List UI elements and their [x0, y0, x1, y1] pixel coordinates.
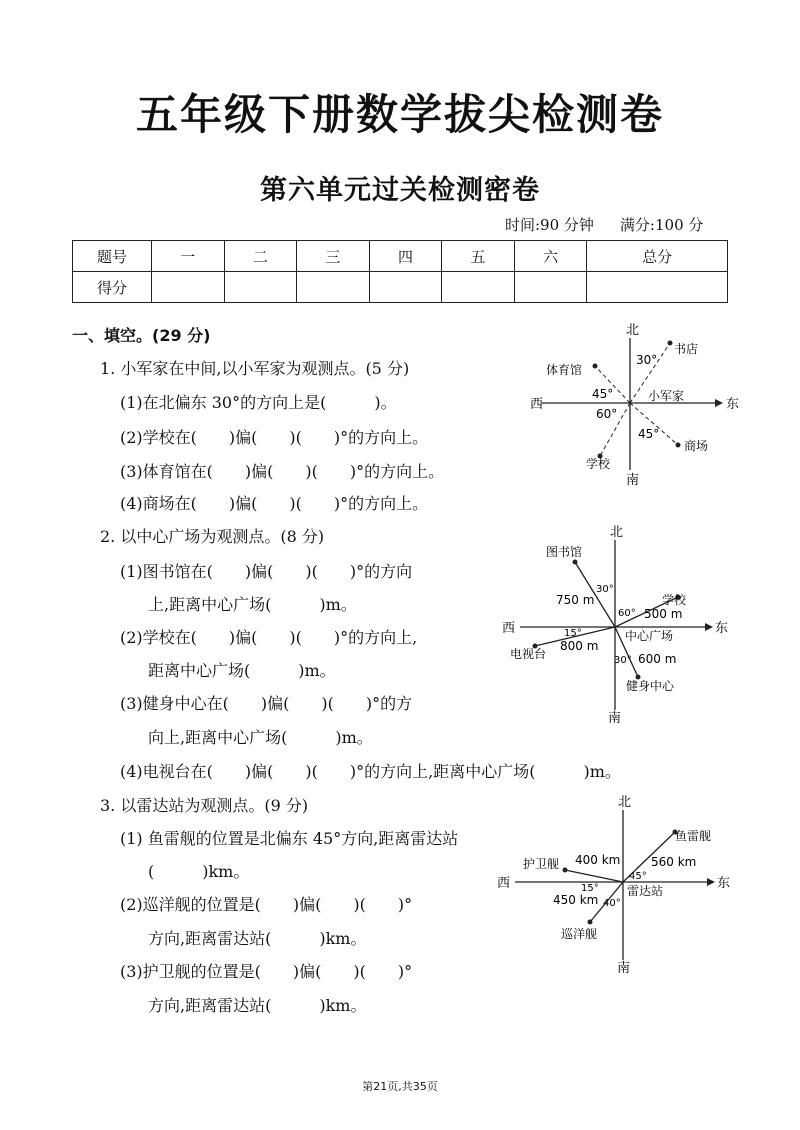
north-label: 北 [610, 525, 624, 540]
score-cell[interactable] [297, 272, 370, 303]
score-cell[interactable] [152, 272, 225, 303]
fitness-label: 健身中心 [626, 679, 675, 693]
distance-600-label: 600 m [638, 652, 677, 666]
question-3-line: ( )km。 [148, 862, 250, 881]
header-cell: 四 [369, 241, 442, 272]
school-label: 学校 [662, 593, 687, 607]
q1-direction-diagram [530, 318, 740, 488]
q3-direction-diagram [495, 792, 730, 977]
full-score: 满分:100 分 [619, 216, 704, 234]
angle-15-label: 15° [564, 628, 582, 639]
header-cell: 五 [442, 241, 515, 272]
angle-30b-label: 30° [614, 655, 632, 666]
angle-30-label: 30° [596, 584, 614, 595]
header-cell: 六 [514, 241, 587, 272]
east-label: 东 [726, 397, 740, 412]
tv-label: 电视台 [510, 647, 547, 661]
library-label: 图书馆 [546, 545, 583, 559]
score-table [72, 240, 728, 303]
score-cell[interactable] [514, 272, 587, 303]
gym-point [593, 364, 598, 369]
angle-40-label: 40° [603, 898, 621, 909]
cruiser-label: 巡洋舰 [561, 927, 598, 941]
angle-15-label: 15° [581, 883, 599, 894]
score-table-header-row [73, 241, 728, 272]
score-cell[interactable] [442, 272, 515, 303]
question-3-line: (3)护卫舰的位置是( )偏( )( )° [120, 962, 413, 981]
angle-45-label: 45° [629, 871, 647, 882]
score-cell[interactable] [587, 272, 728, 303]
question-3-line: (2)巡洋舰的位置是( )偏( )( )° [120, 895, 413, 914]
south-label: 南 [626, 473, 640, 488]
score-cell[interactable] [224, 272, 297, 303]
south-label: 南 [608, 711, 622, 726]
frigate-label: 护卫舰 [523, 857, 560, 871]
center-label: 小军家 [648, 389, 685, 403]
east-arrow-icon [715, 399, 723, 407]
cruiser-point [588, 920, 593, 925]
question-2-line: 距离中心广场( )m。 [148, 661, 336, 680]
bookstore-label: 书店 [674, 342, 699, 356]
west-label: 西 [497, 876, 511, 891]
angle-45b-label: 45° [638, 427, 660, 441]
question-1-item: (4)商场在( )偏( )( )°的方向上。 [120, 494, 429, 513]
score-cell[interactable] [369, 272, 442, 303]
score-table-score-row [73, 272, 728, 303]
library-point [573, 560, 578, 565]
page-title: 五年级下册数学拔尖检测卷 [135, 90, 664, 139]
header-cell: 三 [297, 241, 370, 272]
distance-800-label: 800 m [560, 639, 599, 653]
center-label: 雷达站 [627, 884, 664, 898]
gym-label: 体育馆 [546, 363, 583, 377]
question-3-stem: 3. 以雷达站为观测点。(9 分) [100, 796, 309, 815]
west-label: 西 [502, 621, 516, 636]
q2-direction-diagram [500, 522, 730, 727]
angle-45-label: 45° [592, 387, 614, 401]
distance-750-label: 750 m [556, 593, 595, 607]
question-2-line: 向上,距离中心广场( )m。 [148, 728, 373, 747]
distance-500-label: 500 m [644, 607, 683, 621]
question-1-stem: 1. 小军家在中间,以小军家为观测点。(5 分) [100, 359, 410, 378]
frigate-ray [565, 870, 623, 882]
north-label: 北 [618, 795, 632, 810]
east-arrow-icon [707, 878, 715, 886]
question-2-line: (1)图书馆在( )偏( )( )°的方向 [120, 562, 413, 581]
distance-560-label: 560 km [651, 855, 697, 869]
question-3-line: 方向,距离雷达站( )km。 [148, 929, 367, 948]
header-cell: 题号 [73, 241, 152, 272]
time-limit: 时间:90 分钟 [505, 216, 594, 234]
east-label: 东 [717, 876, 730, 891]
page-footer: 第21页,共35页 [362, 1080, 438, 1093]
question-2-line: (3)健身中心在( )偏( )( )°的方 [120, 694, 413, 713]
question-2-line: (4)电视台在( )偏( )( )°的方向上,距离中心广场( )m。 [120, 762, 621, 781]
header-cell: 一 [152, 241, 225, 272]
mall-point [676, 443, 681, 448]
mall-label: 商场 [684, 439, 709, 453]
west-label: 西 [530, 397, 544, 412]
distance-450-label: 450 km [553, 893, 599, 907]
question-1-item: (2)学校在( )偏( )( )°的方向上。 [120, 428, 429, 447]
score-label: 得分 [73, 272, 152, 303]
school-label: 学校 [586, 457, 611, 471]
angle-60-label: 60° [618, 608, 636, 619]
frigate-point [563, 868, 568, 873]
distance-400-label: 400 km [575, 853, 621, 867]
question-1-item: (1)在北偏东 30°的方向上是( )。 [120, 393, 397, 412]
east-label: 东 [715, 621, 729, 636]
question-2-line: 上,距离中心广场( )m。 [148, 595, 357, 614]
question-3-line: (1) 鱼雷舰的位置是北偏东 45°方向,距离雷达站 [120, 829, 459, 848]
south-label: 南 [617, 961, 631, 976]
exam-info [505, 214, 703, 235]
north-label: 北 [626, 323, 640, 338]
bookstore-point [668, 341, 673, 346]
angle-30-label: 30° [636, 353, 658, 367]
header-cell: 总分 [587, 241, 728, 272]
torpedo-label: 鱼雷舰 [675, 829, 712, 843]
question-3-line: 方向,距离雷达站( )km。 [148, 996, 367, 1015]
section-heading: 一、填空。(29 分) [72, 326, 211, 345]
header-cell: 二 [224, 241, 297, 272]
center-label: 中心广场 [625, 629, 674, 643]
east-arrow-icon [705, 623, 713, 631]
angle-60-label: 60° [596, 407, 618, 421]
page-subtitle: 第六单元过关检测密卷 [260, 175, 540, 206]
question-1-item: (3)体育馆在( )偏( )( )°的方向上。 [120, 462, 445, 481]
question-2-line: (2)学校在( )偏( )( )°的方向上, [120, 628, 418, 647]
question-2-stem: 2. 以中心广场为观测点。(8 分) [100, 527, 325, 546]
